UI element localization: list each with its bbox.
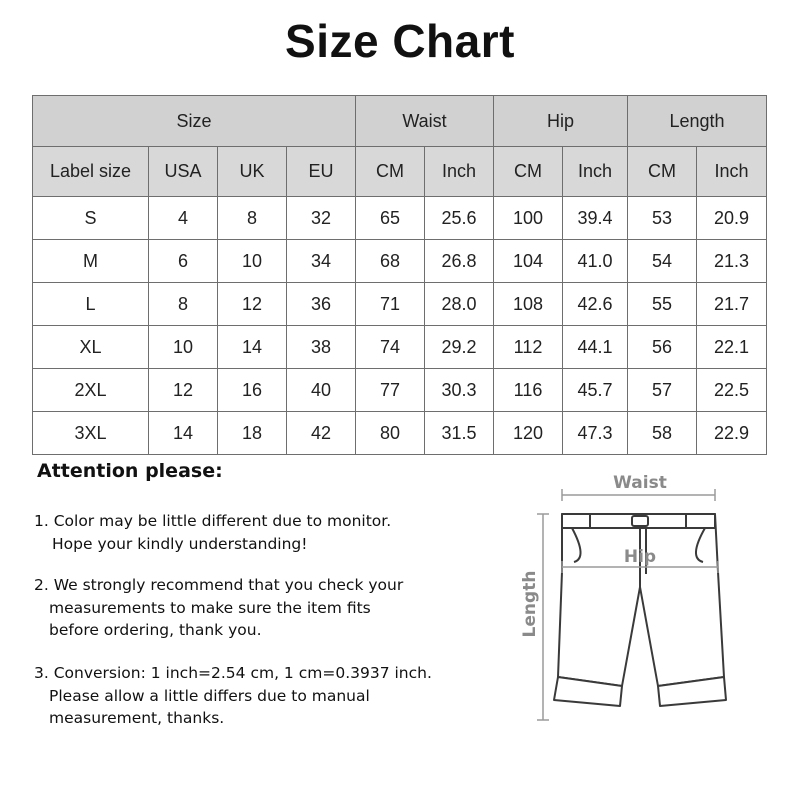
- table-cell: 42: [287, 412, 356, 455]
- table-cell: 31.5: [425, 412, 494, 455]
- group-header-hip: Hip: [494, 96, 628, 147]
- table-row: [33, 197, 767, 240]
- table-cell: 22.9: [697, 412, 767, 455]
- table-cell: 47.3: [563, 412, 628, 455]
- group-header-waist: Waist: [356, 96, 494, 147]
- attention-note-3: [34, 662, 494, 730]
- table-cell: 100: [494, 197, 563, 240]
- table-cell: 22.1: [697, 326, 767, 369]
- table-cell: 4: [149, 197, 218, 240]
- table-row: [33, 326, 767, 369]
- table-cell: 22.5: [697, 369, 767, 412]
- table-cell: L: [33, 283, 149, 326]
- table-cell: 68: [356, 240, 425, 283]
- table-cell: 36: [287, 283, 356, 326]
- table-cell: XL: [33, 326, 149, 369]
- note-line: 3. Conversion: 1 inch=2.54 cm, 1 cm=0.3937 inch.: [34, 664, 432, 682]
- table-cell: 30.3: [425, 369, 494, 412]
- table-cell: 54: [628, 240, 697, 283]
- column-header: Label size: [33, 147, 149, 197]
- table-cell: 57: [628, 369, 697, 412]
- size-chart-table: [32, 95, 767, 455]
- note-line: Please allow a little differs due to manual: [49, 686, 370, 705]
- table-cell: 104: [494, 240, 563, 283]
- table-cell: 56: [628, 326, 697, 369]
- hip-label: Hip: [623, 547, 657, 567]
- note-line: 1. Color may be little different due to monitor.: [34, 512, 392, 530]
- note-line: before ordering, thank you.: [49, 621, 262, 639]
- table-cell: 3XL: [33, 412, 149, 455]
- table-cell: 8: [149, 283, 218, 326]
- attention-note-2: [34, 574, 494, 642]
- table-cell: 39.4: [563, 197, 628, 240]
- table-cell: 32: [287, 197, 356, 240]
- note-line: measurement, thanks.: [49, 709, 225, 727]
- table-row: [33, 283, 767, 326]
- table-cell: 2XL: [33, 369, 149, 412]
- table-cell: 41.0: [563, 240, 628, 283]
- table-cell: 80: [356, 412, 425, 455]
- group-header-size: Size: [33, 96, 356, 147]
- table-cell: 44.1: [563, 326, 628, 369]
- table-cell: 29.2: [425, 326, 494, 369]
- table-row: [33, 369, 767, 412]
- table-cell: 55: [628, 283, 697, 326]
- table-cell: 40: [287, 369, 356, 412]
- table-cell: 65: [356, 197, 425, 240]
- column-header: CM: [494, 147, 563, 197]
- table-cell: 28.0: [425, 283, 494, 326]
- attention-heading: Attention please:: [37, 460, 223, 482]
- column-header: CM: [356, 147, 425, 197]
- table-cell: 16: [218, 369, 287, 412]
- column-header: EU: [287, 147, 356, 197]
- table-cell: 108: [494, 283, 563, 326]
- shorts-icon: [554, 514, 726, 706]
- table-cell: 10: [218, 240, 287, 283]
- length-label: Length: [520, 570, 540, 638]
- group-header-length: Length: [628, 96, 767, 147]
- group-header-row: [33, 96, 767, 147]
- column-header: USA: [149, 147, 218, 197]
- column-header: Inch: [697, 147, 767, 197]
- waist-label: Waist: [613, 473, 667, 493]
- note-line: 2. We strongly recommend that you check your: [34, 576, 404, 594]
- table-cell: 20.9: [697, 197, 767, 240]
- table-cell: 74: [356, 326, 425, 369]
- table-cell: 71: [356, 283, 425, 326]
- column-header: Inch: [425, 147, 494, 197]
- note-line: measurements to make sure the item fits: [49, 598, 371, 617]
- table-cell: 45.7: [563, 369, 628, 412]
- table-row: [33, 240, 767, 283]
- table-cell: 34: [287, 240, 356, 283]
- table-cell: 53: [628, 197, 697, 240]
- table-cell: M: [33, 240, 149, 283]
- table-cell: 42.6: [563, 283, 628, 326]
- table-cell: 120: [494, 412, 563, 455]
- table-cell: 21.3: [697, 240, 767, 283]
- table-cell: 77: [356, 369, 425, 412]
- table-cell: 12: [149, 369, 218, 412]
- table-cell: 112: [494, 326, 563, 369]
- table-row: [33, 412, 767, 455]
- table-cell: 25.6: [425, 197, 494, 240]
- table-cell: 12: [218, 283, 287, 326]
- sub-header-row: [33, 147, 767, 197]
- note-line: Hope your kindly understanding!: [52, 534, 308, 553]
- table-cell: 6: [149, 240, 218, 283]
- table-cell: 58: [628, 412, 697, 455]
- table-cell: 21.7: [697, 283, 767, 326]
- table-cell: 14: [218, 326, 287, 369]
- page-title: Size Chart: [285, 15, 515, 67]
- attention-note-1: [34, 510, 494, 555]
- table-cell: 116: [494, 369, 563, 412]
- table-cell: 10: [149, 326, 218, 369]
- column-header: UK: [218, 147, 287, 197]
- table-cell: 8: [218, 197, 287, 240]
- column-header: Inch: [563, 147, 628, 197]
- table-cell: 38: [287, 326, 356, 369]
- table-cell: 26.8: [425, 240, 494, 283]
- column-header: CM: [628, 147, 697, 197]
- shorts-measurement-diagram: [510, 462, 740, 727]
- table-cell: 14: [149, 412, 218, 455]
- table-cell: 18: [218, 412, 287, 455]
- table-cell: S: [33, 197, 149, 240]
